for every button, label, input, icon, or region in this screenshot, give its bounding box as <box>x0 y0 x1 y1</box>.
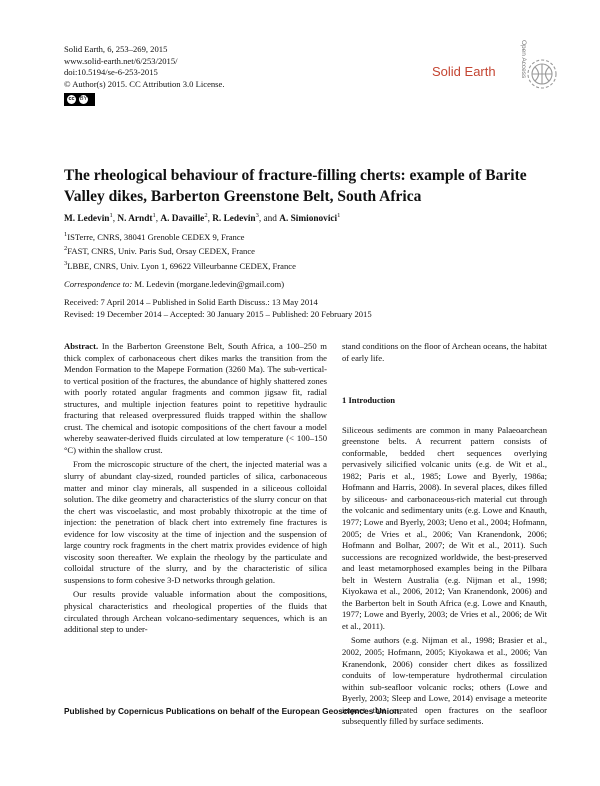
author-list <box>64 212 340 224</box>
open-access-text: Open Access <box>520 40 527 79</box>
affiliation: $^2$FAST, CNRS, Univ. Paris Sud, Orsay CEDEX, France <box>64 245 255 257</box>
author: A. Simionovici$^1$ <box>279 212 341 225</box>
correspondence-email[interactable]: M. Ledevin (morgane.ledevin@gmail.com) <box>134 279 285 289</box>
affiliation: $^3$LBBE, CNRS, Univ. Lyon 1, 69622 Villeurbanne CEDEX, France <box>64 259 296 271</box>
affiliations <box>64 229 296 272</box>
intro-paragraph: Some authors (e.g. Nijman et al., 1998; Brasier et al., 2002, 2005; Hofmann, 2005; Kiyokawa et al., 2006; Van Kranendonk, 2006) consider chert dikes as fossilized conduits of low-temperature hydrothermal circulation within sub-seafloor volcanic rocks; others (Lowe and Byerly, 2003; Sleep and Lowe, 2014) envisage a meteorite impact that created open fractures on the seafloor subsequently filled by surface sediments. <box>342 635 547 727</box>
dates-received: Received: 7 April 2014 – Published in Solid Earth Discuss.: 13 May 2014 <box>64 297 318 307</box>
publisher-footer: Published by Copernicus Publications on behalf of the European Geosciences Union. <box>64 706 402 716</box>
author: A. Davaille$^2$, <box>160 212 213 225</box>
cc-by-badge[interactable] <box>64 93 95 106</box>
globe-icon <box>528 60 556 88</box>
right-column <box>342 341 547 728</box>
intro-paragraph: Siliceous sediments are common in many Palaeoarchean greenstone belts. A recurrent pattern consists of conformable, bedded chert sequences overlying pervasively silicified volcanic units (e.g. de Wit et al., 1982; Paris et al., 1985; Lowe and Byerly, 1986a; Hofmann and Harris, 2008). In several places, dikes filled by siliceous- and carbonaceous-rich material cut through the volcanic and sedimentary units (e.g. Lowe and Knauth, 1977; Lowe and Byerly, 2003; Ueno et al., 2004; Hofmann, 2005; de Vries et al., 2006; Van Kranendonk, 2006; Hofmann and Bolhar, 2007; de Wit et al., 2011). Such successions are recognized worldwide, the best-preserved and least metamorphosed examples being in the Pilbara belt in Western Australia (e.g. Nijman et al., 1998; Kiyokawa et al., 2006, 2012; Van Kranendonk, 2006) and the Barberton belt in South Africa (e.g. Lowe and Knauth, 1977; Lowe and Byerly, 2003; de Vries et al., 2006; de Wit et al., 2011). <box>342 424 547 631</box>
publication-dates <box>64 297 372 320</box>
cc-icon: cc <box>68 96 75 102</box>
author: M. Ledevin$^1$, <box>64 212 118 225</box>
abstract <box>64 341 327 636</box>
affiliation: $^1$ISTerre, CNRS, 38041 Grenoble CEDEX 9, France <box>64 231 245 242</box>
author: N. Arndt$^1$, <box>117 212 161 225</box>
license-text: © Author(s) 2015. CC Attribution 3.0 License. <box>64 78 225 89</box>
section-heading-introduction: 1 Introduction <box>342 395 396 406</box>
author: R. Ledevin$^3$, and <box>212 212 280 225</box>
paper-title: The rheological behaviour of fracture-filling cherts: example of Barite Valley dikes, Barberton Greenstone Belt, South Africa <box>64 167 527 205</box>
journal-citation: Solid Earth, 6, 253–269, 2015 <box>64 44 168 54</box>
correspondence-label: Correspondence to: <box>64 279 133 289</box>
by-icon: BY <box>79 96 88 102</box>
abstract-paragraph: Abstract. In the Barberton Greenstone Belt, South Africa, a 100–250 m thick complex of carbonaceous chert dikes marks the transition from the Mendon Formation to the Mapepe Formation (3260 Ma). The sub-vertical- to vertical position of the fractures, the abundance of highly shattered zones with poorly rotated angular fragments and common jigsaw fit, radial structures, and multiple injection features point to repetitive hydraulic fracturing that released overpressured fluids trapped within the shallow crust. The chemical and isotopic compositions of the chert favour a model whereby seawater-derived fluids circulated at low temperature (< 100–150 °C) within the shallow crust. <box>64 341 327 455</box>
correspondence <box>64 279 284 289</box>
abstract-paragraph: From the microscopic structure of the chert, the injected material was a slurry of abundant clay-sized, rounded particles of silica, carbonaceous matter and minor clay minerals, all suspended in a siliceous colloidal solution. The dike geometry and characteristics of the slurry concur on that the chert was viscoelastic, and most probably thixotropic at the time of injection: the penetration of black chert into extremely fine fractures is evidence for low viscosity at the time of injection and the suspension of large country rock fragments in the chert matrix provides evidence of high viscosity soon thereafter. We explain the rheology by the particulate and colloidal structure of the slurry, and by the characteristic of silica suspensions to form cohesive 3-D networks through gelation. <box>64 459 327 585</box>
abstract-continued: stand conditions on the floor of Archean oceans, the habitat of early life. <box>342 341 547 363</box>
open-access-logo <box>515 36 557 114</box>
abstract-paragraph: Our results provide valuable information about the compositions, physical characteristics and rheological properties of the fluids that circulated through Archean volcano-sedimentary sequences, which is an additional step to under- <box>64 589 327 635</box>
journal-url[interactable]: www.solid-earth.net/6/253/2015/ <box>64 55 178 66</box>
journal-name: Solid Earth <box>432 64 496 79</box>
doi[interactable]: doi:10.5194/se-6-253-2015 <box>64 67 158 78</box>
dates-revised: Revised: 19 December 2014 – Accepted: 30 January 2015 – Published: 20 February 2015 <box>64 308 372 319</box>
abstract-label: Abstract. <box>64 341 99 351</box>
citation-header <box>64 44 225 90</box>
